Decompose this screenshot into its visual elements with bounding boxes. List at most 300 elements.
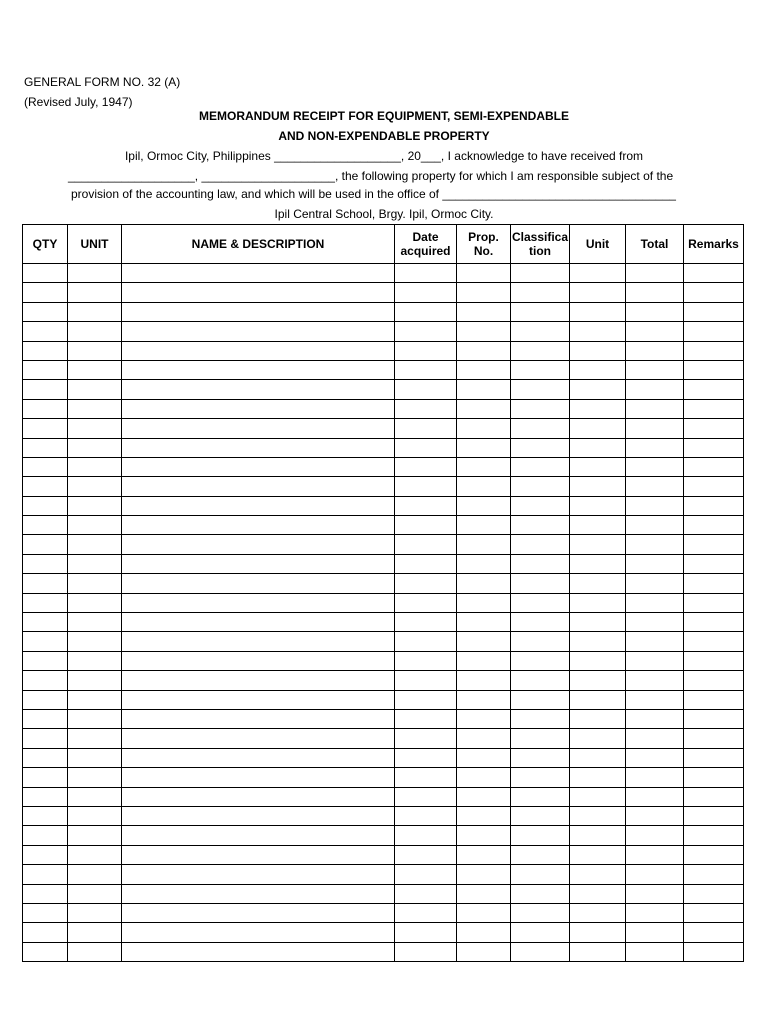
cell-total[interactable] <box>626 632 684 651</box>
cell-prop-no[interactable] <box>457 419 511 438</box>
cell-date-acquired[interactable] <box>395 845 457 864</box>
cell-classification[interactable] <box>511 554 570 573</box>
cell-classification[interactable] <box>511 322 570 341</box>
cell-remarks[interactable] <box>684 438 744 457</box>
cell-qty[interactable] <box>23 613 68 632</box>
cell-remarks[interactable] <box>684 748 744 767</box>
cell-name-description[interactable] <box>122 845 395 864</box>
cell-classification[interactable] <box>511 768 570 787</box>
cell-unit-cost[interactable] <box>570 613 626 632</box>
cell-qty[interactable] <box>23 826 68 845</box>
cell-unit-cost[interactable] <box>570 264 626 283</box>
cell-date-acquired[interactable] <box>395 283 457 302</box>
cell-unit[interactable] <box>68 651 122 670</box>
cell-date-acquired[interactable] <box>395 865 457 884</box>
cell-date-acquired[interactable] <box>395 322 457 341</box>
cell-remarks[interactable] <box>684 768 744 787</box>
cell-total[interactable] <box>626 554 684 573</box>
cell-remarks[interactable] <box>684 419 744 438</box>
cell-unit[interactable] <box>68 283 122 302</box>
cell-unit-cost[interactable] <box>570 632 626 651</box>
cell-qty[interactable] <box>23 399 68 418</box>
cell-unit-cost[interactable] <box>570 671 626 690</box>
cell-date-acquired[interactable] <box>395 671 457 690</box>
cell-qty[interactable] <box>23 709 68 728</box>
cell-prop-no[interactable] <box>457 690 511 709</box>
cell-total[interactable] <box>626 729 684 748</box>
cell-unit[interactable] <box>68 613 122 632</box>
cell-unit-cost[interactable] <box>570 574 626 593</box>
cell-name-description[interactable] <box>122 865 395 884</box>
cell-prop-no[interactable] <box>457 671 511 690</box>
cell-classification[interactable] <box>511 399 570 418</box>
cell-unit[interactable] <box>68 632 122 651</box>
cell-remarks[interactable] <box>684 457 744 476</box>
cell-total[interactable] <box>626 283 684 302</box>
cell-classification[interactable] <box>511 826 570 845</box>
cell-qty[interactable] <box>23 477 68 496</box>
cell-unit[interactable] <box>68 341 122 360</box>
cell-date-acquired[interactable] <box>395 496 457 515</box>
cell-total[interactable] <box>626 671 684 690</box>
cell-total[interactable] <box>626 923 684 942</box>
cell-total[interactable] <box>626 496 684 515</box>
cell-prop-no[interactable] <box>457 826 511 845</box>
cell-qty[interactable] <box>23 729 68 748</box>
cell-unit[interactable] <box>68 496 122 515</box>
cell-name-description[interactable] <box>122 302 395 321</box>
cell-name-description[interactable] <box>122 613 395 632</box>
cell-total[interactable] <box>626 477 684 496</box>
cell-date-acquired[interactable] <box>395 787 457 806</box>
cell-remarks[interactable] <box>684 554 744 573</box>
cell-date-acquired[interactable] <box>395 419 457 438</box>
cell-remarks[interactable] <box>684 671 744 690</box>
cell-date-acquired[interactable] <box>395 632 457 651</box>
cell-date-acquired[interactable] <box>395 457 457 476</box>
cell-remarks[interactable] <box>684 942 744 961</box>
cell-classification[interactable] <box>511 496 570 515</box>
cell-total[interactable] <box>626 399 684 418</box>
cell-prop-no[interactable] <box>457 360 511 379</box>
cell-qty[interactable] <box>23 264 68 283</box>
cell-remarks[interactable] <box>684 322 744 341</box>
cell-qty[interactable] <box>23 632 68 651</box>
cell-unit-cost[interactable] <box>570 554 626 573</box>
cell-classification[interactable] <box>511 690 570 709</box>
cell-classification[interactable] <box>511 671 570 690</box>
cell-qty[interactable] <box>23 302 68 321</box>
cell-unit-cost[interactable] <box>570 399 626 418</box>
cell-unit[interactable] <box>68 729 122 748</box>
cell-total[interactable] <box>626 903 684 922</box>
cell-prop-no[interactable] <box>457 709 511 728</box>
cell-remarks[interactable] <box>684 302 744 321</box>
cell-unit-cost[interactable] <box>570 419 626 438</box>
cell-unit[interactable] <box>68 806 122 825</box>
cell-classification[interactable] <box>511 341 570 360</box>
cell-unit[interactable] <box>68 360 122 379</box>
cell-total[interactable] <box>626 748 684 767</box>
cell-classification[interactable] <box>511 865 570 884</box>
cell-date-acquired[interactable] <box>395 923 457 942</box>
cell-prop-no[interactable] <box>457 884 511 903</box>
cell-prop-no[interactable] <box>457 942 511 961</box>
cell-qty[interactable] <box>23 884 68 903</box>
cell-remarks[interactable] <box>684 884 744 903</box>
cell-unit[interactable] <box>68 787 122 806</box>
cell-qty[interactable] <box>23 322 68 341</box>
cell-remarks[interactable] <box>684 923 744 942</box>
cell-prop-no[interactable] <box>457 283 511 302</box>
cell-date-acquired[interactable] <box>395 690 457 709</box>
cell-unit[interactable] <box>68 457 122 476</box>
cell-unit-cost[interactable] <box>570 826 626 845</box>
cell-classification[interactable] <box>511 457 570 476</box>
cell-remarks[interactable] <box>684 264 744 283</box>
cell-classification[interactable] <box>511 380 570 399</box>
cell-name-description[interactable] <box>122 651 395 670</box>
cell-unit-cost[interactable] <box>570 341 626 360</box>
cell-classification[interactable] <box>511 806 570 825</box>
cell-total[interactable] <box>626 419 684 438</box>
cell-date-acquired[interactable] <box>395 748 457 767</box>
cell-name-description[interactable] <box>122 574 395 593</box>
cell-classification[interactable] <box>511 845 570 864</box>
cell-date-acquired[interactable] <box>395 360 457 379</box>
cell-unit-cost[interactable] <box>570 438 626 457</box>
cell-date-acquired[interactable] <box>395 709 457 728</box>
cell-prop-no[interactable] <box>457 845 511 864</box>
cell-qty[interactable] <box>23 554 68 573</box>
cell-prop-no[interactable] <box>457 341 511 360</box>
cell-total[interactable] <box>626 574 684 593</box>
cell-classification[interactable] <box>511 709 570 728</box>
cell-unit[interactable] <box>68 865 122 884</box>
cell-qty[interactable] <box>23 923 68 942</box>
cell-unit[interactable] <box>68 574 122 593</box>
cell-prop-no[interactable] <box>457 865 511 884</box>
cell-unit[interactable] <box>68 438 122 457</box>
cell-prop-no[interactable] <box>457 399 511 418</box>
cell-date-acquired[interactable] <box>395 264 457 283</box>
cell-date-acquired[interactable] <box>395 535 457 554</box>
cell-classification[interactable] <box>511 729 570 748</box>
cell-name-description[interactable] <box>122 419 395 438</box>
cell-prop-no[interactable] <box>457 651 511 670</box>
cell-date-acquired[interactable] <box>395 613 457 632</box>
cell-date-acquired[interactable] <box>395 380 457 399</box>
cell-classification[interactable] <box>511 884 570 903</box>
cell-prop-no[interactable] <box>457 322 511 341</box>
cell-date-acquired[interactable] <box>395 438 457 457</box>
cell-name-description[interactable] <box>122 748 395 767</box>
cell-qty[interactable] <box>23 593 68 612</box>
cell-qty[interactable] <box>23 787 68 806</box>
cell-name-description[interactable] <box>122 806 395 825</box>
cell-prop-no[interactable] <box>457 613 511 632</box>
cell-unit-cost[interactable] <box>570 884 626 903</box>
cell-unit-cost[interactable] <box>570 457 626 476</box>
cell-name-description[interactable] <box>122 787 395 806</box>
cell-name-description[interactable] <box>122 593 395 612</box>
cell-unit-cost[interactable] <box>570 787 626 806</box>
cell-remarks[interactable] <box>684 709 744 728</box>
cell-unit[interactable] <box>68 264 122 283</box>
cell-total[interactable] <box>626 826 684 845</box>
cell-qty[interactable] <box>23 806 68 825</box>
cell-unit[interactable] <box>68 690 122 709</box>
cell-qty[interactable] <box>23 341 68 360</box>
cell-qty[interactable] <box>23 651 68 670</box>
cell-date-acquired[interactable] <box>395 806 457 825</box>
cell-name-description[interactable] <box>122 457 395 476</box>
cell-name-description[interactable] <box>122 516 395 535</box>
cell-date-acquired[interactable] <box>395 651 457 670</box>
cell-classification[interactable] <box>511 360 570 379</box>
cell-date-acquired[interactable] <box>395 516 457 535</box>
cell-unit[interactable] <box>68 419 122 438</box>
cell-total[interactable] <box>626 438 684 457</box>
cell-name-description[interactable] <box>122 690 395 709</box>
cell-total[interactable] <box>626 768 684 787</box>
cell-classification[interactable] <box>511 632 570 651</box>
cell-unit-cost[interactable] <box>570 845 626 864</box>
cell-name-description[interactable] <box>122 903 395 922</box>
cell-classification[interactable] <box>511 593 570 612</box>
cell-qty[interactable] <box>23 360 68 379</box>
cell-remarks[interactable] <box>684 826 744 845</box>
cell-date-acquired[interactable] <box>395 826 457 845</box>
cell-unit[interactable] <box>68 516 122 535</box>
cell-unit-cost[interactable] <box>570 302 626 321</box>
cell-name-description[interactable] <box>122 322 395 341</box>
cell-unit-cost[interactable] <box>570 322 626 341</box>
cell-unit-cost[interactable] <box>570 651 626 670</box>
cell-classification[interactable] <box>511 923 570 942</box>
cell-date-acquired[interactable] <box>395 942 457 961</box>
cell-unit-cost[interactable] <box>570 903 626 922</box>
cell-date-acquired[interactable] <box>395 302 457 321</box>
cell-classification[interactable] <box>511 651 570 670</box>
cell-total[interactable] <box>626 942 684 961</box>
cell-remarks[interactable] <box>684 903 744 922</box>
cell-total[interactable] <box>626 593 684 612</box>
cell-remarks[interactable] <box>684 574 744 593</box>
cell-name-description[interactable] <box>122 380 395 399</box>
cell-qty[interactable] <box>23 671 68 690</box>
cell-prop-no[interactable] <box>457 593 511 612</box>
cell-classification[interactable] <box>511 477 570 496</box>
cell-unit[interactable] <box>68 671 122 690</box>
cell-name-description[interactable] <box>122 477 395 496</box>
cell-prop-no[interactable] <box>457 380 511 399</box>
cell-total[interactable] <box>626 457 684 476</box>
cell-prop-no[interactable] <box>457 264 511 283</box>
cell-date-acquired[interactable] <box>395 574 457 593</box>
cell-unit[interactable] <box>68 477 122 496</box>
cell-remarks[interactable] <box>684 496 744 515</box>
cell-qty[interactable] <box>23 380 68 399</box>
cell-date-acquired[interactable] <box>395 903 457 922</box>
cell-date-acquired[interactable] <box>395 477 457 496</box>
cell-name-description[interactable] <box>122 554 395 573</box>
cell-name-description[interactable] <box>122 283 395 302</box>
cell-unit-cost[interactable] <box>570 748 626 767</box>
cell-name-description[interactable] <box>122 341 395 360</box>
cell-classification[interactable] <box>511 438 570 457</box>
cell-classification[interactable] <box>511 516 570 535</box>
cell-qty[interactable] <box>23 457 68 476</box>
cell-unit[interactable] <box>68 768 122 787</box>
cell-unit-cost[interactable] <box>570 729 626 748</box>
cell-unit-cost[interactable] <box>570 923 626 942</box>
cell-name-description[interactable] <box>122 632 395 651</box>
cell-unit-cost[interactable] <box>570 865 626 884</box>
cell-name-description[interactable] <box>122 671 395 690</box>
cell-remarks[interactable] <box>684 690 744 709</box>
cell-name-description[interactable] <box>122 826 395 845</box>
cell-remarks[interactable] <box>684 845 744 864</box>
cell-qty[interactable] <box>23 419 68 438</box>
cell-unit[interactable] <box>68 942 122 961</box>
cell-qty[interactable] <box>23 535 68 554</box>
cell-date-acquired[interactable] <box>395 341 457 360</box>
cell-prop-no[interactable] <box>457 554 511 573</box>
cell-name-description[interactable] <box>122 399 395 418</box>
cell-prop-no[interactable] <box>457 787 511 806</box>
cell-total[interactable] <box>626 264 684 283</box>
cell-qty[interactable] <box>23 865 68 884</box>
cell-total[interactable] <box>626 651 684 670</box>
cell-classification[interactable] <box>511 787 570 806</box>
cell-remarks[interactable] <box>684 283 744 302</box>
cell-total[interactable] <box>626 613 684 632</box>
cell-classification[interactable] <box>511 264 570 283</box>
cell-classification[interactable] <box>511 283 570 302</box>
cell-name-description[interactable] <box>122 729 395 748</box>
cell-remarks[interactable] <box>684 787 744 806</box>
cell-name-description[interactable] <box>122 496 395 515</box>
cell-qty[interactable] <box>23 574 68 593</box>
cell-remarks[interactable] <box>684 729 744 748</box>
cell-unit[interactable] <box>68 748 122 767</box>
cell-unit[interactable] <box>68 884 122 903</box>
cell-qty[interactable] <box>23 516 68 535</box>
cell-remarks[interactable] <box>684 341 744 360</box>
cell-total[interactable] <box>626 380 684 399</box>
cell-classification[interactable] <box>511 613 570 632</box>
cell-qty[interactable] <box>23 845 68 864</box>
cell-total[interactable] <box>626 341 684 360</box>
cell-name-description[interactable] <box>122 923 395 942</box>
cell-unit-cost[interactable] <box>570 709 626 728</box>
cell-unit-cost[interactable] <box>570 477 626 496</box>
cell-remarks[interactable] <box>684 360 744 379</box>
cell-prop-no[interactable] <box>457 806 511 825</box>
cell-qty[interactable] <box>23 496 68 515</box>
cell-prop-no[interactable] <box>457 477 511 496</box>
cell-prop-no[interactable] <box>457 496 511 515</box>
cell-unit-cost[interactable] <box>570 806 626 825</box>
cell-name-description[interactable] <box>122 884 395 903</box>
cell-remarks[interactable] <box>684 535 744 554</box>
cell-unit[interactable] <box>68 535 122 554</box>
cell-unit-cost[interactable] <box>570 496 626 515</box>
cell-qty[interactable] <box>23 283 68 302</box>
cell-unit[interactable] <box>68 380 122 399</box>
cell-classification[interactable] <box>511 419 570 438</box>
cell-date-acquired[interactable] <box>395 399 457 418</box>
cell-name-description[interactable] <box>122 438 395 457</box>
cell-unit[interactable] <box>68 923 122 942</box>
cell-name-description[interactable] <box>122 360 395 379</box>
cell-unit[interactable] <box>68 554 122 573</box>
cell-name-description[interactable] <box>122 709 395 728</box>
cell-date-acquired[interactable] <box>395 554 457 573</box>
cell-date-acquired[interactable] <box>395 729 457 748</box>
cell-unit-cost[interactable] <box>570 360 626 379</box>
cell-unit-cost[interactable] <box>570 535 626 554</box>
cell-total[interactable] <box>626 845 684 864</box>
cell-prop-no[interactable] <box>457 748 511 767</box>
cell-prop-no[interactable] <box>457 574 511 593</box>
cell-total[interactable] <box>626 787 684 806</box>
cell-prop-no[interactable] <box>457 438 511 457</box>
cell-remarks[interactable] <box>684 593 744 612</box>
cell-total[interactable] <box>626 322 684 341</box>
cell-total[interactable] <box>626 690 684 709</box>
cell-name-description[interactable] <box>122 264 395 283</box>
cell-total[interactable] <box>626 806 684 825</box>
cell-qty[interactable] <box>23 748 68 767</box>
cell-prop-no[interactable] <box>457 903 511 922</box>
cell-prop-no[interactable] <box>457 535 511 554</box>
cell-unit-cost[interactable] <box>570 516 626 535</box>
cell-unit[interactable] <box>68 709 122 728</box>
cell-qty[interactable] <box>23 690 68 709</box>
cell-unit-cost[interactable] <box>570 690 626 709</box>
cell-date-acquired[interactable] <box>395 768 457 787</box>
cell-qty[interactable] <box>23 942 68 961</box>
cell-remarks[interactable] <box>684 806 744 825</box>
cell-qty[interactable] <box>23 903 68 922</box>
cell-remarks[interactable] <box>684 865 744 884</box>
cell-classification[interactable] <box>511 574 570 593</box>
cell-total[interactable] <box>626 516 684 535</box>
cell-classification[interactable] <box>511 302 570 321</box>
cell-total[interactable] <box>626 302 684 321</box>
cell-classification[interactable] <box>511 748 570 767</box>
cell-remarks[interactable] <box>684 399 744 418</box>
cell-qty[interactable] <box>23 438 68 457</box>
cell-remarks[interactable] <box>684 516 744 535</box>
cell-classification[interactable] <box>511 942 570 961</box>
cell-total[interactable] <box>626 360 684 379</box>
cell-name-description[interactable] <box>122 535 395 554</box>
cell-total[interactable] <box>626 709 684 728</box>
cell-name-description[interactable] <box>122 942 395 961</box>
cell-remarks[interactable] <box>684 477 744 496</box>
cell-date-acquired[interactable] <box>395 884 457 903</box>
cell-unit[interactable] <box>68 903 122 922</box>
cell-remarks[interactable] <box>684 651 744 670</box>
cell-prop-no[interactable] <box>457 457 511 476</box>
cell-unit-cost[interactable] <box>570 593 626 612</box>
cell-prop-no[interactable] <box>457 923 511 942</box>
cell-total[interactable] <box>626 535 684 554</box>
cell-remarks[interactable] <box>684 613 744 632</box>
